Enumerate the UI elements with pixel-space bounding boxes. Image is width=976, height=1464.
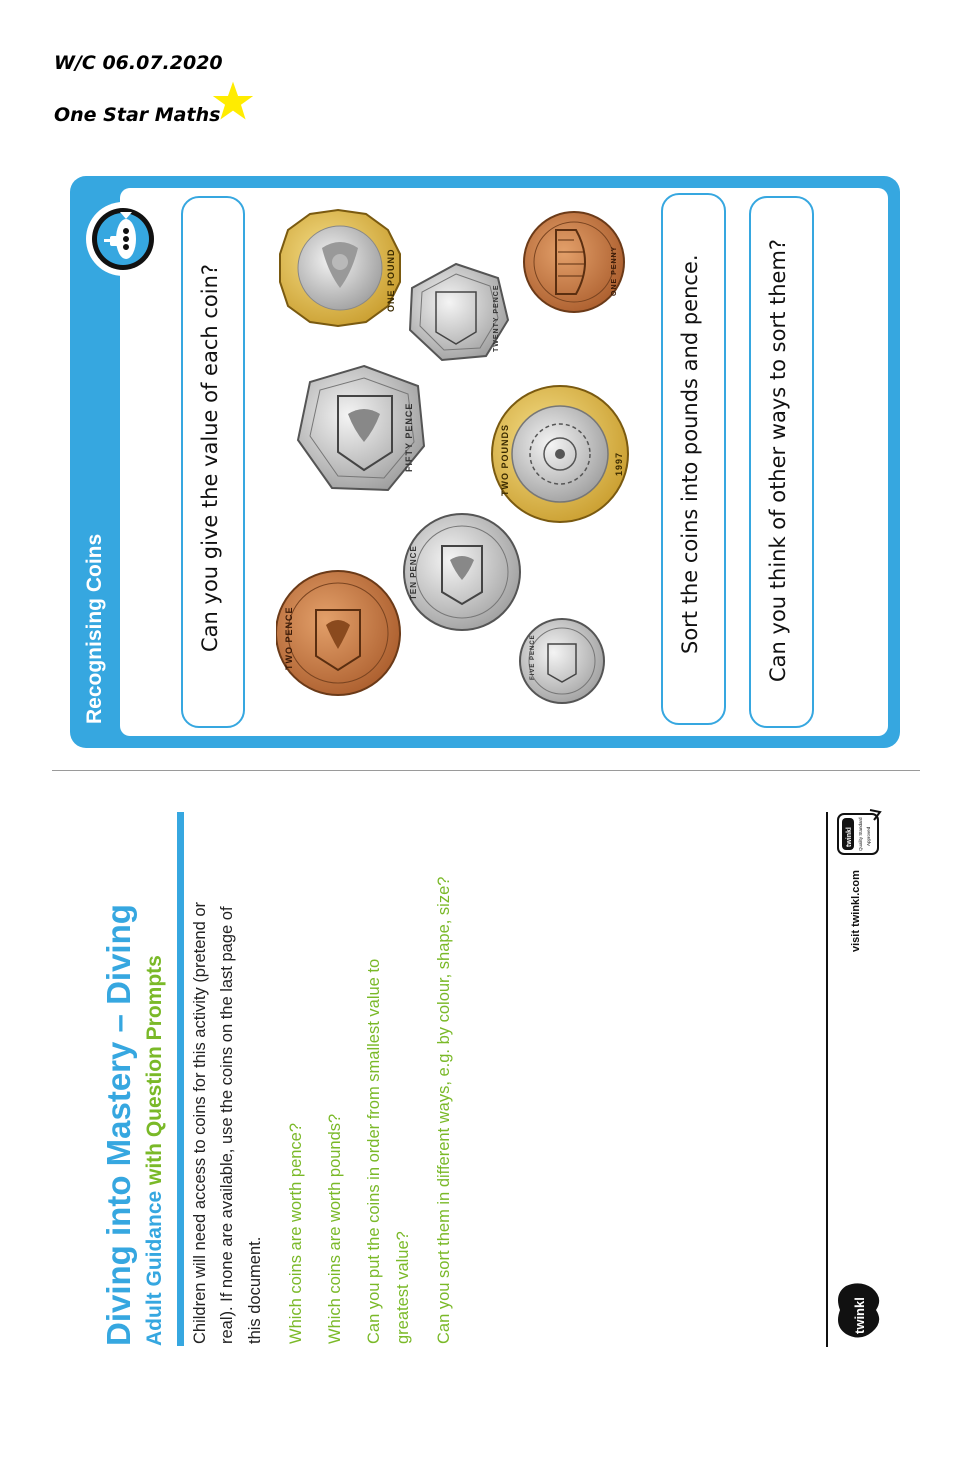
twinkl-logo-text: twinkl bbox=[852, 1297, 867, 1334]
star-icon bbox=[212, 80, 254, 122]
guidance-intro-line-2: real). If none are available, use the coins on the last page of bbox=[218, 906, 236, 1344]
document-title: One Star Maths bbox=[54, 104, 221, 126]
coin-label-two-pounds: TWO POUNDS bbox=[500, 424, 510, 496]
footer-url: visit twinkl.com bbox=[850, 870, 862, 952]
guidance-subtitle-part1: Adult Guidance bbox=[143, 1184, 166, 1346]
prompt-order-line-2: greatest value? bbox=[394, 1231, 412, 1344]
section-divider bbox=[52, 770, 920, 771]
footer-line bbox=[826, 812, 828, 1347]
prompt-sort-ways: Can you sort them in different ways, e.g. by colour, shape, size? bbox=[435, 876, 453, 1344]
coin-label-five-pence: FIVE PENCE bbox=[530, 634, 536, 680]
guidance-subtitle bbox=[143, 955, 167, 1346]
coin-two-pence bbox=[276, 571, 400, 695]
prompt-pounds: Which coins are worth pounds? bbox=[326, 1113, 344, 1344]
document-date: W/C 06.07.2020 bbox=[54, 52, 223, 74]
guidance-accent-bar bbox=[177, 812, 184, 1346]
quality-badge-icon bbox=[834, 808, 882, 860]
coin-label-fifty-pence: FIFTY PENCE bbox=[404, 402, 414, 472]
question-value-of-coins: Can you give the value of each coin? bbox=[198, 263, 222, 652]
question-sort-pounds-pence: Sort the coins into pounds and pence. bbox=[678, 254, 702, 654]
guidance-subtitle-part2: with Question Prompts bbox=[143, 955, 166, 1185]
quality-badge-line-2: Approved bbox=[866, 826, 871, 846]
coin-fifty-pence bbox=[298, 366, 424, 490]
quality-badge-brand: twinkl bbox=[846, 827, 853, 847]
coin-one-pound bbox=[280, 210, 400, 326]
prompt-order-line-1: Can you put the coins in order from smallest value to bbox=[365, 958, 383, 1344]
coin-label-two-pence: TWO PENCE bbox=[284, 606, 294, 670]
coin-label-year: 1997 bbox=[614, 451, 624, 476]
coin-five-pence bbox=[520, 619, 604, 703]
coin-two-pounds bbox=[492, 386, 628, 522]
coin-label-one-pound: ONE POUND bbox=[386, 248, 396, 312]
coin-label-one-penny: ONE PENNY bbox=[611, 245, 618, 296]
coin-label-ten-pence: TEN PENCE bbox=[409, 545, 418, 600]
coin-twenty-pence bbox=[410, 264, 508, 360]
quality-badge-line-1: Quality Standard bbox=[858, 817, 863, 851]
submarine-icon bbox=[84, 200, 162, 278]
question-other-ways: Can you think of other ways to sort them? bbox=[766, 238, 790, 682]
coin-one-penny bbox=[524, 212, 624, 312]
guidance-intro-line-3: this document. bbox=[246, 1236, 264, 1344]
coin-ten-pence bbox=[404, 514, 520, 630]
prompt-pence: Which coins are worth pence? bbox=[287, 1122, 305, 1344]
guidance-intro-line-1: Children will need access to coins for this activity (pretend or bbox=[191, 901, 209, 1344]
card-title: Recognising Coins bbox=[83, 533, 106, 724]
twinkl-logo-icon bbox=[836, 1280, 882, 1344]
coins-illustration bbox=[276, 200, 648, 720]
coin-label-twenty-pence: TWENTY PENCE bbox=[493, 284, 500, 352]
guidance-title: Diving into Mastery – Diving bbox=[100, 904, 137, 1346]
